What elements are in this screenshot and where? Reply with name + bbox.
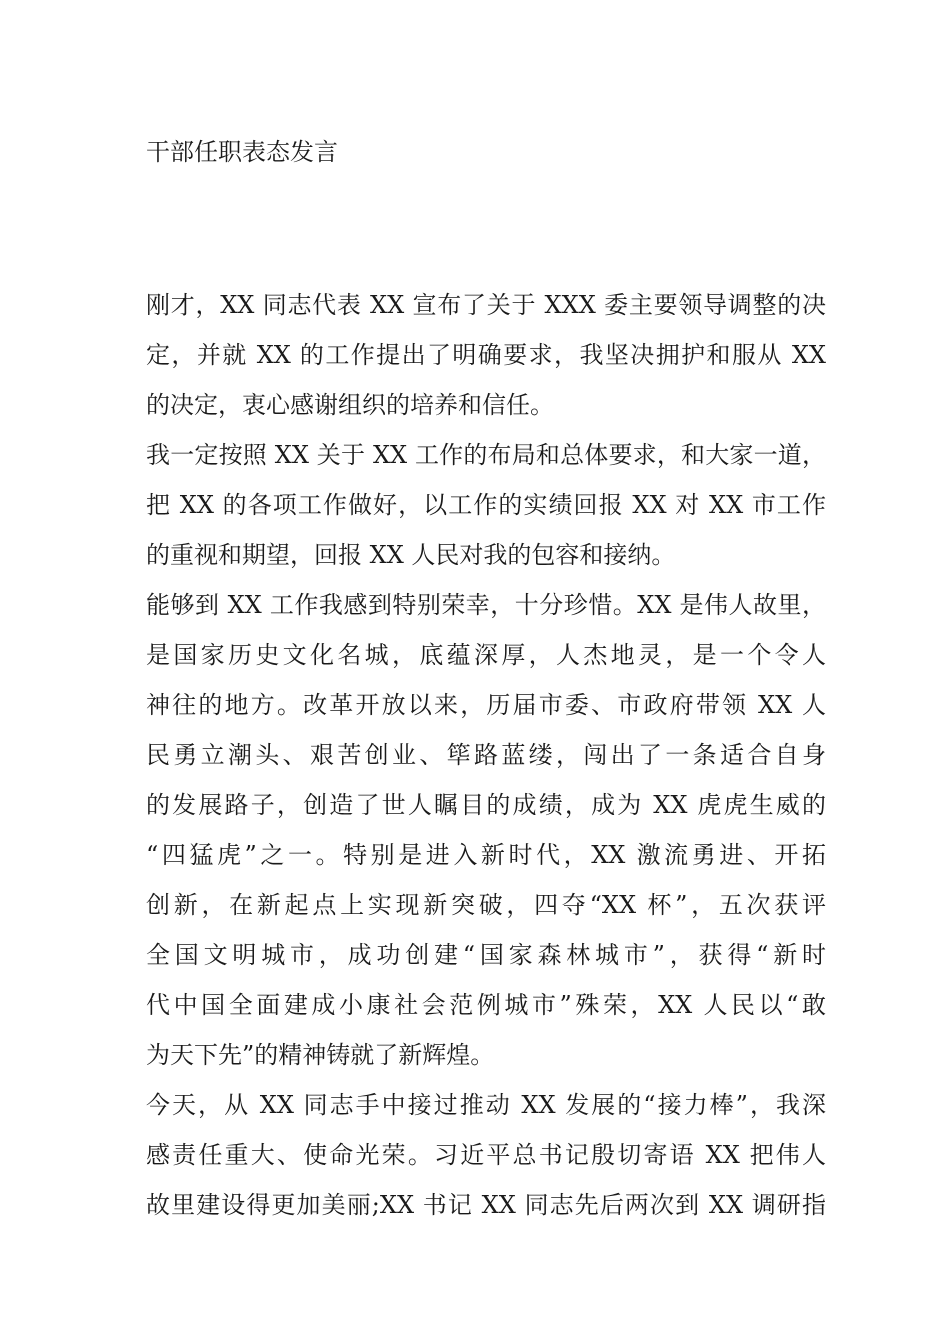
text-line: 为天下先”的精神铸就了新辉煌。 [146, 1041, 495, 1069]
text-line: 的发展路子，创造了世人瞩目的成绩，成为 XX 虎虎生威的 [146, 791, 826, 819]
text-line: 全国文明城市，成功创建“国家森林城市”，获得“新时 [146, 941, 826, 969]
text-line: 神往的地方。改革开放以来，历届市委、市政府带领 XX 人 [146, 691, 826, 719]
text-line: 定，并就 XX 的工作提出了明确要求，我坚决拥护和服从 XX [146, 341, 826, 369]
text-line: 是国家历史文化名城，底蕴深厚，人杰地灵，是一个令人 [146, 641, 826, 669]
text-line: 故里建设得更加美丽;XX 书记 XX 同志先后两次到 XX 调研指 [146, 1191, 826, 1219]
text-line: 的重视和期望，回报 XX 人民对我的包容和接纳。 [146, 541, 676, 569]
text-line: 刚才，XX 同志代表 XX 宣布了关于 XXX 委主要领导调整的决 [146, 291, 826, 319]
text-line: 代中国全面建成小康社会范例城市”殊荣，XX 人民以“敢 [146, 991, 826, 1019]
text-line: “四猛虎”之一。特别是进入新时代，XX 激流勇进、开拓 [146, 841, 826, 869]
text-line: 的决定，衷心感谢组织的培养和信任。 [146, 391, 554, 419]
text-line: 今天，从 XX 同志手中接过推动 XX 发展的“接力棒”，我深 [146, 1091, 826, 1119]
document-title: 干部任职表态发言 [146, 138, 338, 166]
text-line: 创新，在新起点上实现新突破，四夺“XX 杯”，五次获评 [146, 891, 826, 919]
document-body [146, 280, 826, 1230]
text-line: 把 XX 的各项工作做好，以工作的实绩回报 XX 对 XX 市工作 [146, 491, 826, 519]
text-line: 能够到 XX 工作我感到特别荣幸，十分珍惜。XX 是伟人故里， [146, 591, 826, 619]
text-line: 我一定按照 XX 关于 XX 工作的布局和总体要求，和大家一道， [146, 441, 826, 469]
text-line: 民勇立潮头、艰苦创业、筚路蓝缕，闯出了一条适合自身 [146, 741, 826, 769]
text-line: 感责任重大、使命光荣。习近平总书记殷切寄语 XX 把伟人 [146, 1141, 826, 1169]
